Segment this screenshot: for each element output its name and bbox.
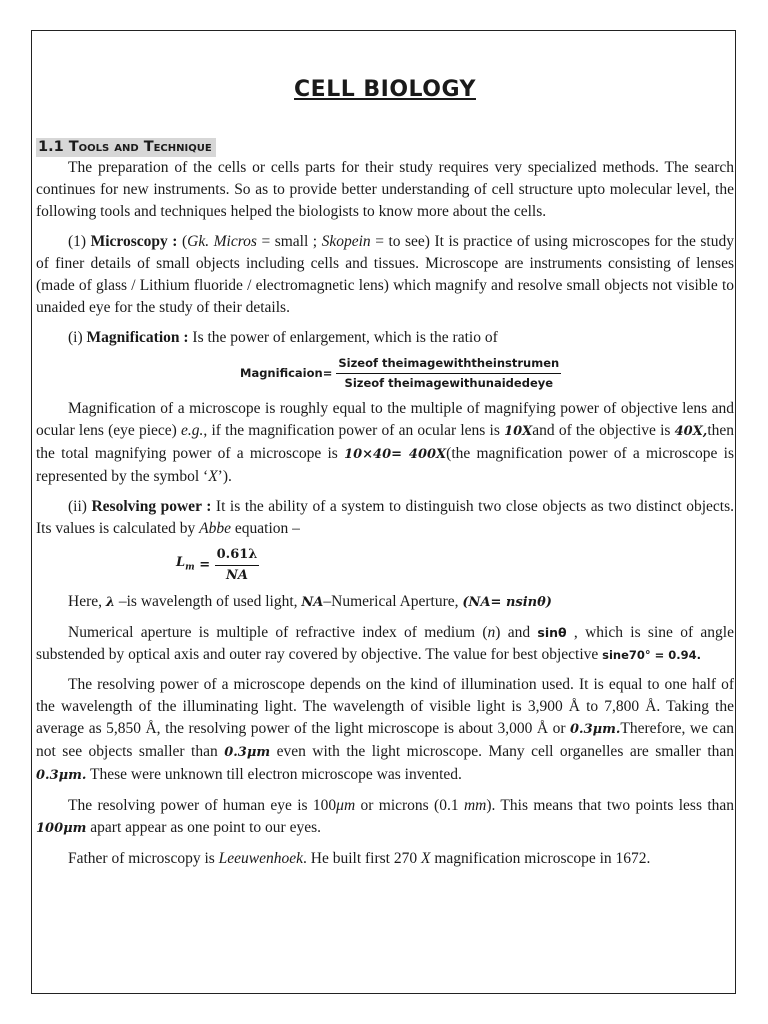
here-lambda: λ: [105, 595, 115, 610]
mag-symbol-x: X: [208, 468, 218, 485]
rp-text-c: even with the light microscope. Many cell organelles are smaller than: [270, 743, 735, 760]
magnification-term: Magnification :: [86, 329, 189, 346]
na-text-c: , which is sine of angle substended by optical axis and outer ray covered by objective. The value for best objective: [36, 624, 734, 663]
numerical-aperture-paragraph: [36, 622, 734, 666]
section-heading: [36, 138, 734, 157]
father-name: Leeuwenhoek: [218, 850, 304, 867]
document-body: [36, 72, 734, 870]
mag-value-ocular: 10X: [504, 424, 533, 439]
abbe-fraction: [215, 546, 260, 585]
here-paragraph: [36, 591, 734, 614]
rp-text-a: The resolving power of a microscope depends on the kind of illumination used. It is equal to one half of the wavelength of the illuminating light. The wavelength of visible light is 3,900 Å to 7,800 Å. Taking the average as 5,850 Å, the resolving power of the light microscope is about 3,000 Å or: [36, 676, 734, 737]
microscopy-open: (: [177, 233, 188, 250]
here-na: NA: [301, 595, 324, 610]
magnification-eq-label: Magnificaion=: [240, 366, 333, 380]
mag-text-e: (the magnification power of a microscope is represented by the symbol ‘: [36, 445, 735, 485]
father-text-c: magnification microscope in 1672.: [430, 850, 651, 867]
father-x: X: [421, 850, 431, 867]
eye-text-b: or microns (0.1: [355, 797, 464, 814]
magnification-rest: Is the power of enlargement, which is the ratio of: [188, 329, 498, 346]
rp-value-2: 0.3μm: [224, 745, 271, 760]
microscopy-eq-small: = small ;: [256, 233, 322, 250]
microscopy-rest: = to see) It is practice of using microscopes for the study of finer details of small objects including cells and tissues. Microscope are instruments consisting of lenses (made of glass / Lithium fluoride / electromagnetic lens) which magnify and resolve small objects not visible to unaided eye for the study of their details.: [36, 233, 734, 316]
na-text-a: Numerical aperture is multiple of refractive index of medium (: [68, 624, 488, 641]
mag-text-a: Magnification of a microscope is roughly equal to the multiple of magnifying power of objective lens and ocular lens (eye piece): [36, 400, 734, 439]
na-value: sine70° = 0.94.: [602, 648, 702, 662]
eye-um: μm: [336, 797, 356, 814]
resolving-abbe: Abbe: [199, 520, 231, 537]
resolving-power-paragraph: [36, 674, 734, 787]
magnification-fraction: [336, 355, 561, 392]
here-text-a: Here,: [68, 593, 106, 610]
mag-text-c: and of the objective is: [532, 422, 675, 439]
microscopy-term: Microscopy :: [90, 233, 178, 250]
mag-value-total: 10×40= 400X: [344, 447, 447, 462]
rp-value-1: 0.3μm.: [570, 722, 621, 737]
rp-value-3: 0.3μm.: [36, 768, 87, 783]
abbe-numerator: 0.61λ: [215, 546, 260, 566]
rp-text-d: These were unknown till electron microscope was invented.: [86, 766, 462, 783]
rp-text-b: Therefore, we can not see objects smaller than: [36, 720, 734, 760]
magnification-num: (i): [68, 329, 87, 346]
abbe-lhs-sub: m: [185, 562, 195, 573]
resolving-text-a: It is the ability of a system to distinguish two close objects as two distinct objects. Its values is calculated by: [36, 498, 734, 537]
intro-paragraph: [36, 157, 734, 223]
eye-text-d: apart appear as one point to our eyes.: [86, 819, 321, 836]
na-text-b: ) and: [495, 624, 538, 641]
intro-text: The preparation of the cells or cells parts for their study requires very specialized methods. The search continues for new instruments. So as to provide better understanding of cell structure upto molecular level, the following tools and techniques helped the biologists to know more about the cells.: [36, 159, 734, 220]
abbe-equation: [36, 546, 734, 585]
na-n: n: [487, 624, 496, 641]
section-heading-label: 1.1 Tools and Technique: [36, 138, 216, 157]
resolving-num: (ii): [68, 498, 92, 515]
na-sin: sinθ: [537, 625, 567, 640]
human-eye-paragraph: [36, 795, 734, 840]
father-text-a: Father of microscopy is: [68, 850, 219, 867]
resolving-paragraph: [36, 496, 734, 540]
magnification-eq-denominator: Sizeof theimagewithunaidedeye: [344, 376, 554, 390]
mag-value-objective: 40X,: [674, 424, 708, 439]
resolving-text-b: equation –: [231, 520, 300, 537]
mag-text-f: ’).: [217, 468, 232, 485]
eye-text-c: ). This means that two points less than: [486, 797, 735, 814]
mag-text-d: then the total magnifying power of a microscope is: [36, 422, 735, 462]
father-text-b: . He built first 270: [303, 850, 421, 867]
here-text-b: –is wavelength of used light,: [115, 593, 302, 610]
microscopy-num: (1): [68, 233, 91, 250]
father-paragraph: [36, 848, 734, 870]
magnification-detail-paragraph: [36, 398, 734, 488]
microscopy-skopein: Skopein: [321, 233, 371, 250]
eye-text-a: The resolving power of human eye is 100: [68, 797, 337, 814]
abbe-equals: =: [194, 557, 215, 573]
resolving-term: Resolving power :: [91, 498, 212, 515]
microscopy-paragraph: [36, 231, 734, 319]
here-formula: (NA= nsinθ): [462, 595, 552, 610]
abbe-lhs: [176, 555, 195, 573]
page-title: CELL BIOLOGY: [294, 77, 476, 102]
eye-value: 100μm: [36, 821, 87, 836]
here-text-c: –Numerical Aperture,: [323, 593, 463, 610]
microscopy-gk: Gk. Micros: [187, 233, 257, 250]
mag-text-b: , if the magnification power of an ocular lens is: [203, 422, 505, 439]
magnification-paragraph: [36, 327, 734, 349]
mag-eg: e.g.: [181, 422, 204, 439]
abbe-lhs-letter: L: [176, 555, 186, 571]
magnification-eq-numerator: Sizeof theimagewiththeinstrumen: [336, 355, 561, 374]
eye-mm: mm: [463, 797, 487, 814]
magnification-equation: [36, 355, 734, 392]
abbe-denominator: NA: [226, 568, 248, 583]
